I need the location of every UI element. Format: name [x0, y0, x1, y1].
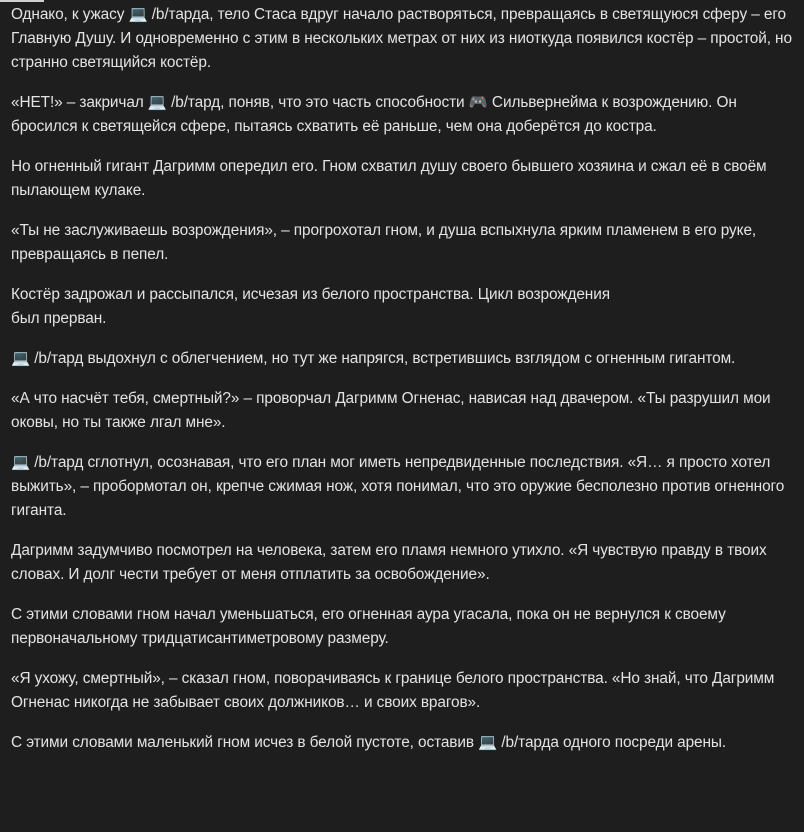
paragraph-7: «А что насчёт тебя, смертный?» – проворчал Дагримм Огненас, нависая над двачером. «Ты разрушил мои оковы, но ты также лгал мне». — [11, 390, 771, 431]
paragraph-3: Но огненный гигант Дагримм опередил его. Гном схватил душу своего бывшего хозяина и сжал её в своём пылающем кулаке. — [11, 158, 767, 199]
paragraph-1: Однако, к ужасу 💻 /b/тарда, тело Стаса вдруг начало растворяться, превращаясь в светящуюся сферу – его Главную Душу. И одновременно с этим в нескольких метрах от них из ниоткуда появился костёр – простой, но странно светящийся костёр. — [11, 6, 792, 71]
story-text — [11, 3, 797, 771]
paragraph-10: С этими словами гном начал уменьшаться, его огненная аура угасала, пока он не вернулся к своему первоначальному тридцатисантиметровому размеру. — [11, 606, 726, 647]
paragraph-5: Костёр задрожал и рассыпался, исчезая из белого пространства. Цикл возрождения был прерван. — [11, 286, 610, 327]
paragraph-11: «Я ухожу, смертный», – сказал гном, поворачиваясь к границе белого пространства. «Но знай, что Дагримм Огненас никогда не забывает своих должников… и своих врагов». — [11, 670, 775, 711]
paragraph-9: Дагримм задумчиво посмотрел на человека, затем его пламя немного утихло. «Я чувствую правду в твоих словах. И долг чести требует от меня отплатить за освобождение». — [11, 542, 767, 583]
paragraph-4: «Ты не заслуживаешь возрождения», – прогрохотал гном, и душа вспыхнула ярким пламенем в его руке, превращаясь в пепел. — [11, 222, 757, 263]
paragraph-12: С этими словами маленький гном исчез в белой пустоте, оставив 💻 /b/тарда одного посреди арены. — [11, 734, 727, 751]
paragraph-8: 💻 /b/тард сглотнул, осознавая, что его план мог иметь непредвиденные последствия. «Я… я просто хотел выжить», – пробормотал он, крепче сжимая нож, хотя понимал, что это оружие бесполезно против огненного гиганта. — [11, 454, 785, 519]
top-divider — [0, 0, 44, 2]
paragraph-2: «НЕТ!» – закричал 💻 /b/тард, поняв, что это часть способности 🎮 Сильвернейма к возрождению. Он бросился к светящейся сфере, пытаясь схватить её раньше, чем она доберётся до костра. — [11, 94, 737, 135]
paragraph-6: 💻 /b/тард выдохнул с облегчением, но тут же напрягся, встретившись взглядом с огненным гигантом. — [11, 350, 736, 367]
